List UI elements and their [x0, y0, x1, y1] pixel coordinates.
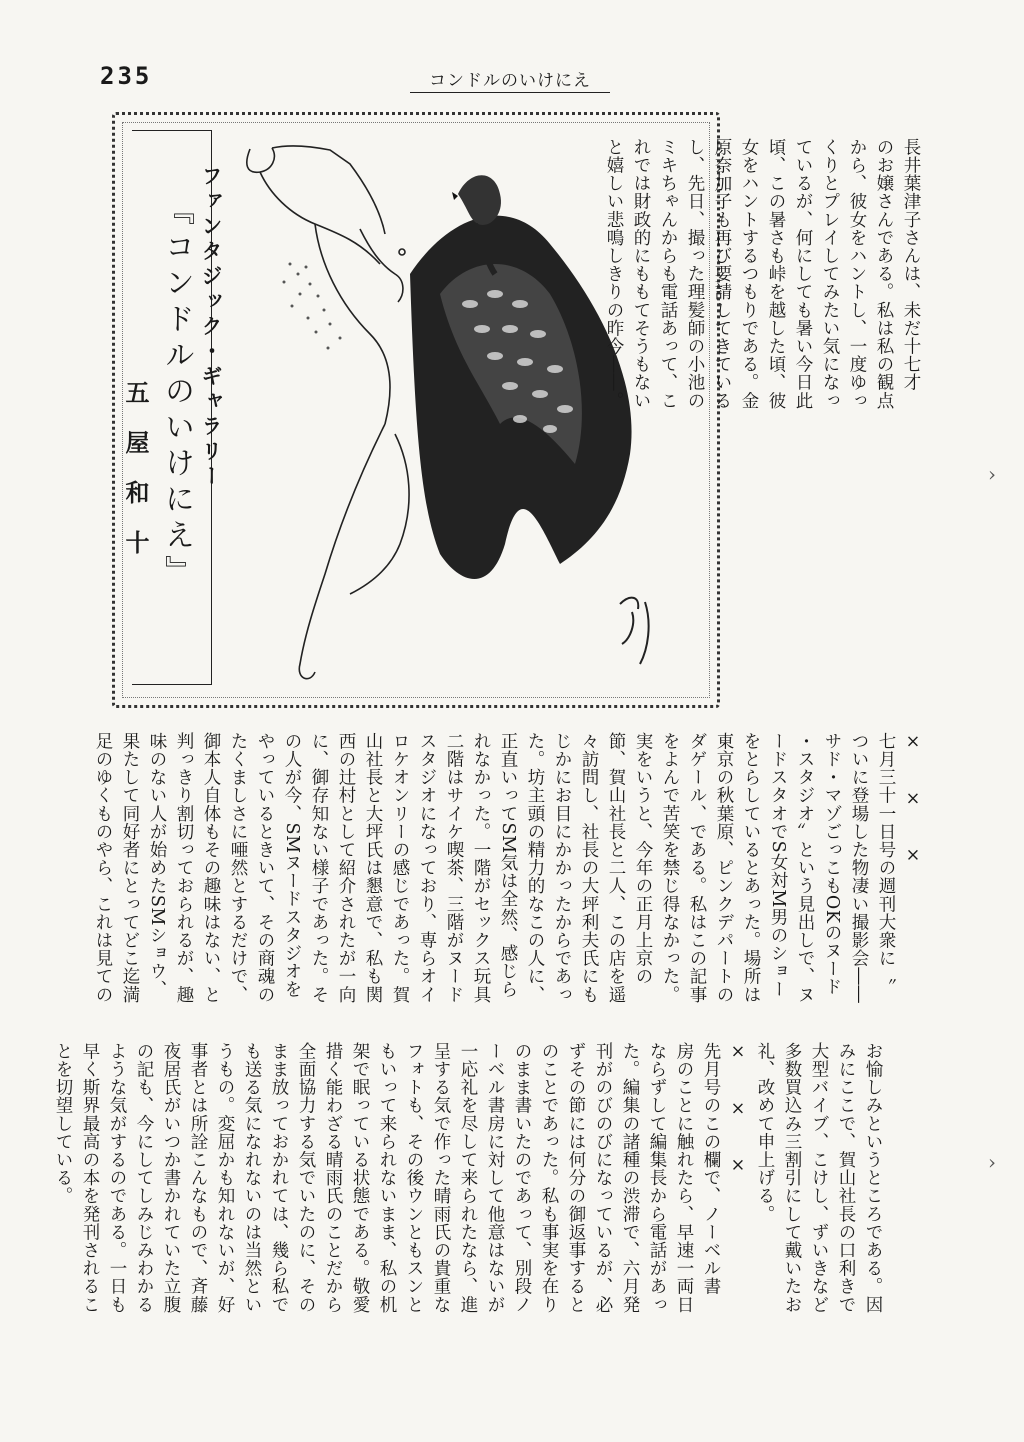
running-title-rule — [410, 92, 610, 93]
text-line: 早く斯界最高の本を発刊されるこ — [80, 1042, 100, 1314]
text-line: 果たして同好者にとってどこ迄満 — [120, 732, 140, 1004]
text-line: うもの。変屈かも知れないが、好 — [215, 1042, 235, 1314]
text-line: 正直いってSM気は全然、感じら — [498, 732, 518, 999]
text-line: 判っきり割切っておられるが、趣 — [174, 732, 194, 1004]
body-column-top — [604, 138, 924, 718]
text-line: 女をハントするつもりである。金 — [739, 138, 759, 410]
text-line: 山社長と大坪氏は懇意で、私も関 — [363, 732, 383, 1004]
text-line: 足のゆくものやら、これは見ての — [93, 732, 113, 1004]
text-line: 西の辻村として紹介されたが一向 — [336, 732, 356, 1004]
text-line: やっているときいて、その商魂の — [255, 732, 275, 1004]
text-line: お愉しみというところである。因 — [863, 1042, 883, 1314]
text-line: ーベル書房に対して他意はないが — [485, 1042, 505, 1314]
text-line: 七月三十一日号の週刊大衆に〝 — [876, 732, 896, 986]
text-line: ならずして編集長から電話があっ — [647, 1042, 667, 1314]
text-line: サド・マゾごっこもOKのヌード — [822, 732, 842, 996]
text-line: ような気がするのである。一日も — [107, 1042, 127, 1314]
text-line: のまま書いたのであって、別段ノ — [512, 1042, 532, 1314]
stipple-shadow — [283, 263, 342, 350]
text-line: みにここで、賀山社長の口利きで — [836, 1042, 856, 1314]
text-line: のお嬢さんである。私は私の観点 — [874, 138, 894, 410]
text-line: 一応礼を尽して来られたなら、進 — [458, 1042, 478, 1314]
text-line: 味のない人が始めたSMショウ、 — [147, 732, 167, 999]
text-line: 架で眠っている状態である。敬愛 — [350, 1042, 370, 1314]
text-line: たくましさに唖然とするだけで、 — [228, 732, 248, 1004]
page-number: 235 — [100, 62, 153, 90]
text-line: 措く能わざる晴雨氏のことだから — [323, 1042, 343, 1314]
text-line: 先月号のこの欄で、ノーベル書 — [701, 1042, 721, 1296]
text-line: と嬉しい悲鳴しきりの昨今――。 — [604, 138, 624, 410]
text-line: 礼、改めて申上げる。 — [755, 1042, 775, 1223]
text-line: た。編集の諸種の渋滞で、六月発 — [620, 1042, 640, 1314]
text-line: し、先日、撮った理髪師の小池の — [685, 138, 705, 410]
margin-mark: › — [988, 1150, 996, 1174]
text-line: 頃、この暑さも峠を越した頃、彼 — [766, 138, 786, 410]
text-line: 呈する気で作った晴雨氏の貴重な — [431, 1042, 451, 1314]
text-line: 節、賀山社長と二人、この店を遥 — [606, 732, 626, 1004]
text-line: くりとプレイしてみたい気になっ — [820, 138, 840, 410]
text-line: のことであった。私も事実を在り — [539, 1042, 559, 1314]
body-column-bottom — [53, 1042, 886, 1382]
text-line: 実をいうと、今年の正月上京の — [633, 732, 653, 986]
text-line: 房のことに触れたら、早速一両日 — [674, 1042, 694, 1314]
text-line: をよんで苦笑を禁じ得なかった。 — [660, 732, 680, 1004]
text-line: も送る気になれないのは当然とい — [242, 1042, 262, 1314]
running-title: コンドルのいけにえ — [429, 71, 591, 91]
text-line: ミキちゃんからも電話あって、こ — [658, 138, 678, 410]
text-line: 御本人自体もその趣味はない、と — [201, 732, 221, 1004]
text-line: 長井葉津子さんは、未だ十七才 — [901, 138, 921, 392]
text-line: × × × — [728, 1042, 748, 1177]
text-line: もいって来られないまま、私の机 — [377, 1042, 397, 1314]
text-line: ついに登場した物凄い撮影会―― — [849, 732, 869, 1004]
figure-line-drawing — [247, 146, 409, 679]
text-line: ロケオンリーの感じであった。賀 — [390, 732, 410, 1004]
text-line: ・スタジオ〟という見出しで、ヌ — [795, 732, 815, 1004]
text-line: × × × — [903, 732, 923, 867]
text-line: じかにお目にかかったからであっ — [552, 732, 572, 1004]
text-line: 刊がのびのびになっているが、必 — [593, 1042, 613, 1314]
text-line: れなかった。一階がセックス玩具 — [471, 732, 491, 1004]
text-line: 全面協力する気でいたのに、その — [296, 1042, 316, 1314]
text-line: に、御存知ない様子であった。そ — [309, 732, 329, 1004]
margin-mark: › — [988, 462, 996, 486]
text-line: フォトも、その後ウンともスンと — [404, 1042, 424, 1314]
body-column-middle — [93, 732, 926, 1032]
article-title: 『コンドルのいけにえ』 — [159, 195, 194, 591]
text-line: ているが、何にしても暑い今日此 — [793, 138, 813, 410]
text-line: 二階はサイケ喫茶、三階がヌード — [444, 732, 464, 1004]
text-line: た。坊主頭の精力的なこの人に、 — [525, 732, 545, 1004]
text-line: 大型バイブ、こけし、ずいきなど — [809, 1042, 829, 1314]
author-name: 五屋和十 — [121, 380, 150, 580]
condor-wing — [410, 216, 632, 579]
text-line: ダゲール、である。私はこの記事 — [687, 732, 707, 1004]
text-line: 原奈加子も再び要請してきている — [712, 138, 732, 410]
text-line: 々訪問し、社長の大坪利夫氏にも — [579, 732, 599, 1004]
text-line: スタジオになっており、専らオイ — [417, 732, 437, 1004]
text-line: 夜居氏がいつか書かれていた立腹 — [161, 1042, 181, 1314]
text-line: まま放っておかれては、幾ら私で — [269, 1042, 289, 1314]
text-line: の人が今、SMヌードスタジオを — [282, 732, 302, 999]
text-line: ードスタオでS女対M男のショー — [768, 732, 788, 999]
text-line: とを切望している。 — [53, 1042, 73, 1205]
text-line: 事者とは所詮こんなもので、斉藤 — [188, 1042, 208, 1314]
text-line: 東京の秋葉原、ピンクデパートの — [714, 732, 734, 1004]
text-line: をとらしているとあった。場所は — [741, 732, 761, 1004]
text-line: ずその節には何分の御返事すると — [566, 1042, 586, 1314]
text-line: 多数買込み三割引にして戴いたお — [782, 1042, 802, 1314]
text-line: から、彼女をハントし、一度ゆっ — [847, 138, 867, 410]
series-label: ファンタジック・ギャラリー — [199, 165, 223, 490]
text-line: れでは財政的にももてそうもない — [631, 138, 651, 410]
text-line: の記も、今にしてしみじみわかる — [134, 1042, 154, 1314]
